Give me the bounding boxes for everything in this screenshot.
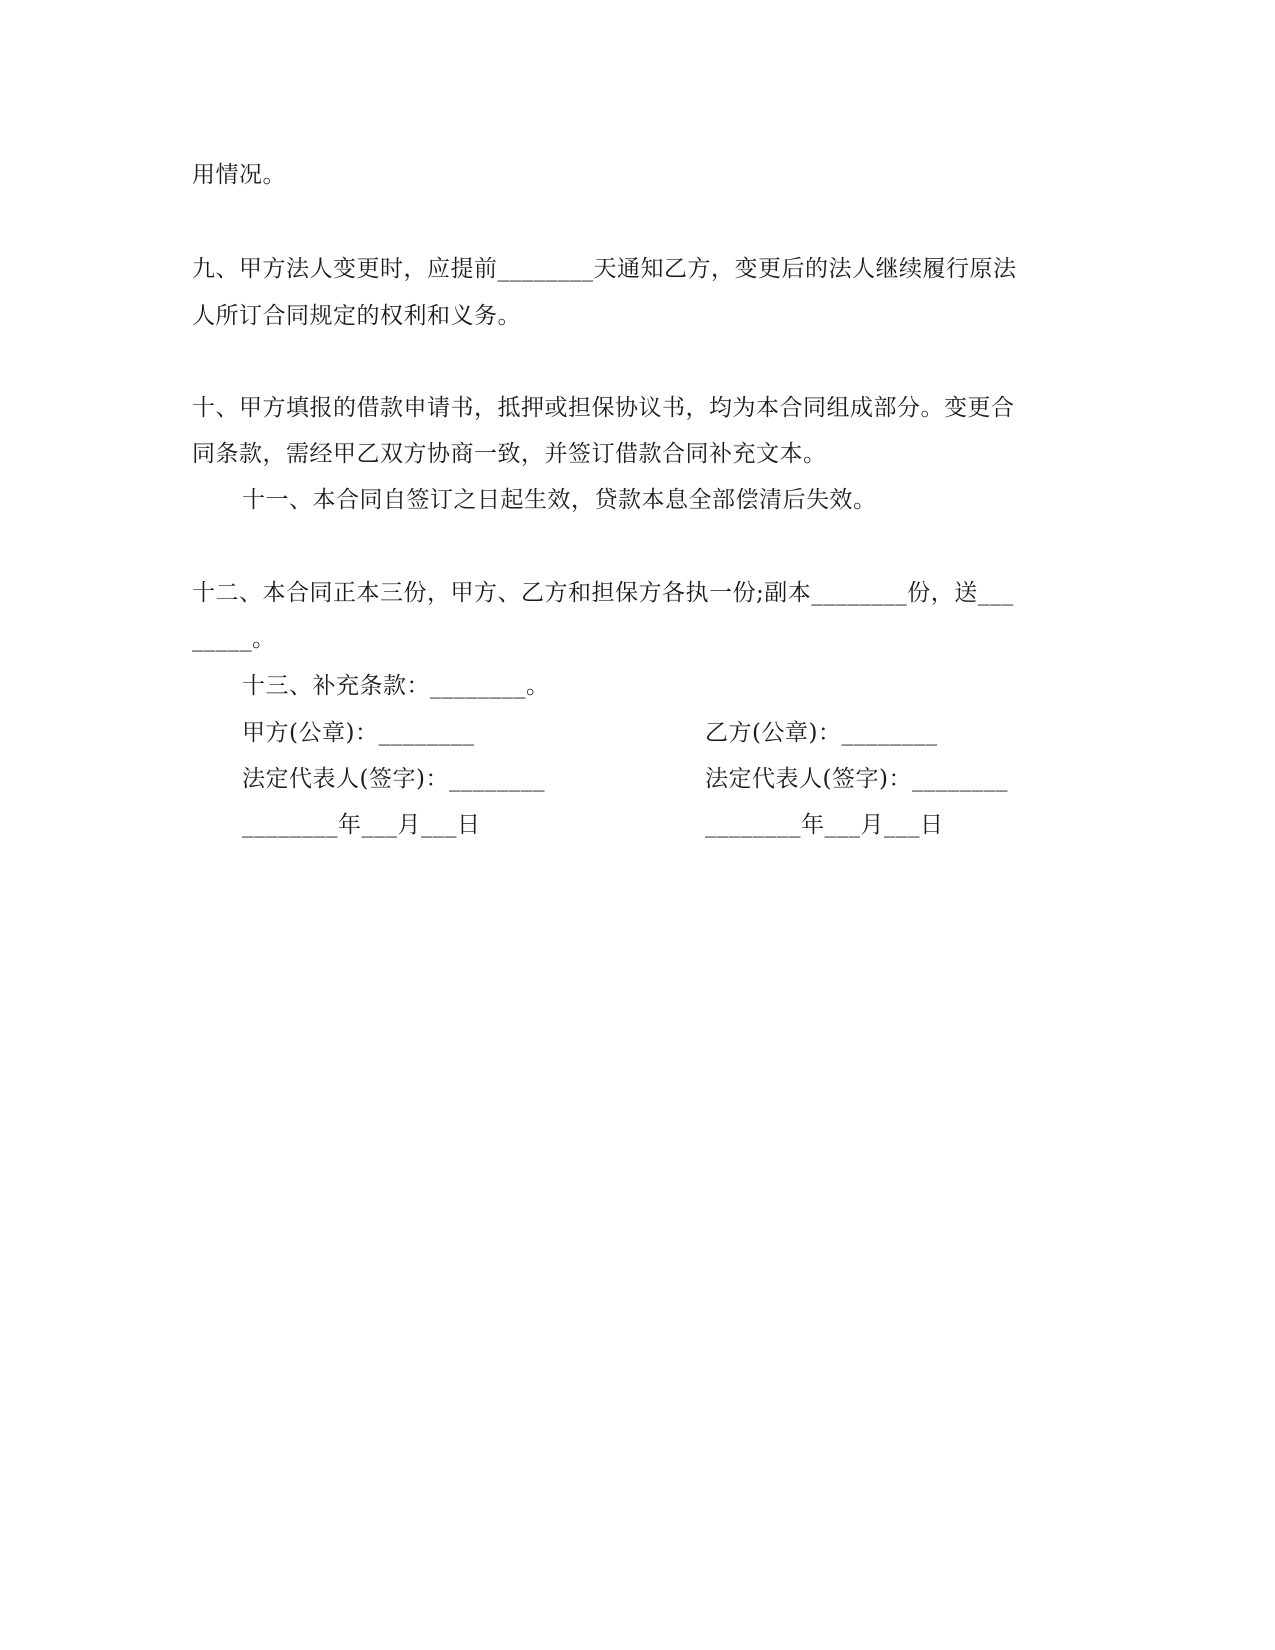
clause-8-tail: 用情况。 (192, 162, 286, 188)
party-b-representative: 法定代表人(签字)：________ (705, 766, 1008, 792)
party-a-seal: 甲方(公章)：________ (242, 720, 475, 746)
clause-9-line-2: 人所订合同规定的权利和义务。 (192, 303, 521, 329)
party-a-representative: 法定代表人(签字)：________ (242, 766, 545, 792)
clause-9-line-1: 九、甲方法人变更时，应提前________天通知乙方，变更后的法人继续履行原法 (192, 256, 1017, 282)
clause-11: 十一、本合同自签订之日起生效，贷款本息全部偿清后失效。 (242, 487, 877, 513)
clause-10-line-2: 同条款，需经甲乙双方协商一致，并签订借款合同补充文本。 (192, 441, 827, 467)
clause-13: 十三、补充条款：________。 (242, 673, 550, 699)
party-b-date: ________年___月___日 (705, 812, 944, 838)
clause-10-line-1: 十、甲方填报的借款申请书，抵押或担保协议书，均为本合同组成部分。变更合 (192, 395, 1015, 421)
clause-12-line-1: 十二、本合同正本三份，甲方、乙方和担保方各执一份;副本________份，送___ (192, 580, 1014, 606)
clause-12-line-2: _____。 (192, 626, 276, 652)
party-b-seal: 乙方(公章)：________ (705, 720, 938, 746)
party-a-date: ________年___月___日 (242, 812, 481, 838)
